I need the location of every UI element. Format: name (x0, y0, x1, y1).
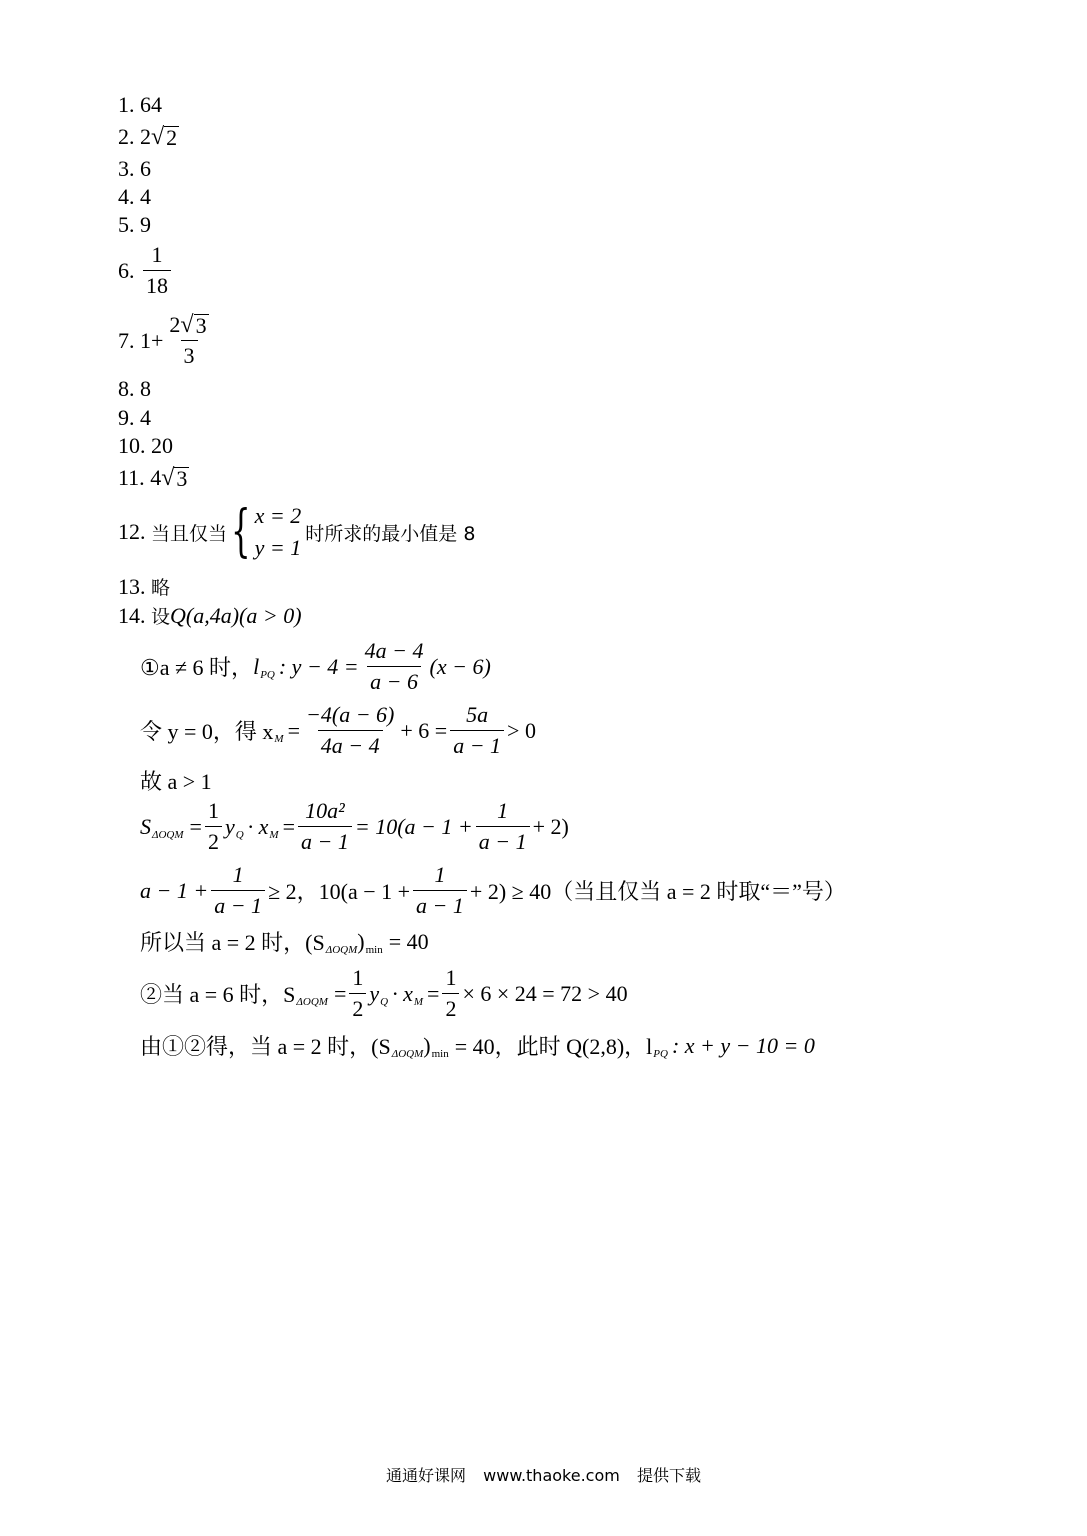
answer-5: 5. 9 (118, 212, 151, 237)
case1-line-equation: ①a ≠ 6 时， l PQ : y − 4 = $\frac{4a - 4}{a - 6}$ (x − 6) (140, 636, 491, 697)
step-a-gt-1: 故 a > 1 (140, 769, 212, 794)
page-footer (0, 1463, 1087, 1486)
answer-9: 9. 4 (118, 405, 151, 430)
answer-7: 7. 1+ 2 √ 3 3 (118, 310, 215, 371)
footer-note: 提供下载 (636, 1466, 701, 1485)
fraction-1-18: $\frac{1}{18}$ (143, 240, 171, 301)
answer-12: 12. 当且仅当 { x = 2 y = 1 时所求的最小值是 8 (118, 499, 476, 564)
conclusion-min: 所以当 a = 2 时，(S ΔOQM ) min = 40 (140, 928, 429, 956)
answer-8: 8. 8 (118, 376, 151, 401)
am-gm-inequality: a − 1 + $\frac{1}{a - 1}$ ≥ 2，10(a − 1 + $\frac{1}{a - 1}$ + 2) ≥ 40（当且仅当 a = 2 时取“＝”号） (140, 860, 846, 921)
answer-6: 6. $\frac{1}{18}$ (118, 240, 174, 301)
answer-14-head: 14. 设 Q(a,4a)(a > 0) (118, 602, 302, 628)
footer-site-name: 通通好课网 (386, 1466, 467, 1485)
sqrt-2: √ 2 (151, 124, 178, 150)
answer-1: 1. 64 (118, 92, 162, 117)
answer-3: 3. 6 (118, 156, 151, 181)
case2-area: ②当 a = 6 时，S ΔOQM = $\frac{1}{2}$ y Q · x M = $\frac{1}{2}$ × 6 × 24 = 72 > 40 (140, 963, 628, 1024)
answer-13: 13. 略 (118, 573, 171, 599)
fraction-2sqrt3-3: 2 √ 3 3 (166, 310, 211, 371)
answer-4: 4. 4 (118, 184, 151, 209)
equation-system: x = 2 y = 1 (254, 503, 302, 560)
footer-url[interactable]: www.thaoke.com (483, 1466, 620, 1485)
answer-2: 2. 2 √ 2 (118, 124, 178, 150)
area-expression: S ΔOQM = $\frac{1}{2}$ y Q · x M = $\frac{\text{10a²}}{a - 1}$ = 10(a − 1 + $\frac{1}{a - 1}$ + 2) (140, 796, 569, 857)
left-brace: { (231, 499, 251, 564)
step-xm: 令 y = 0，得 x M = $\frac{-4(a - 6)}{4a - 4}$ + 6 = $\frac{5a}{a - 1}$ > 0 (140, 700, 536, 761)
answer-10: 10. 20 (118, 433, 173, 458)
answer-11: 11. 4 √ 3 (118, 465, 188, 491)
final-conclusion: 由①②得，当 a = 2 时，(S ΔOQM ) min = 40，此时 Q(2,8)，l PQ : x + y − 10 = 0 (140, 1032, 815, 1060)
